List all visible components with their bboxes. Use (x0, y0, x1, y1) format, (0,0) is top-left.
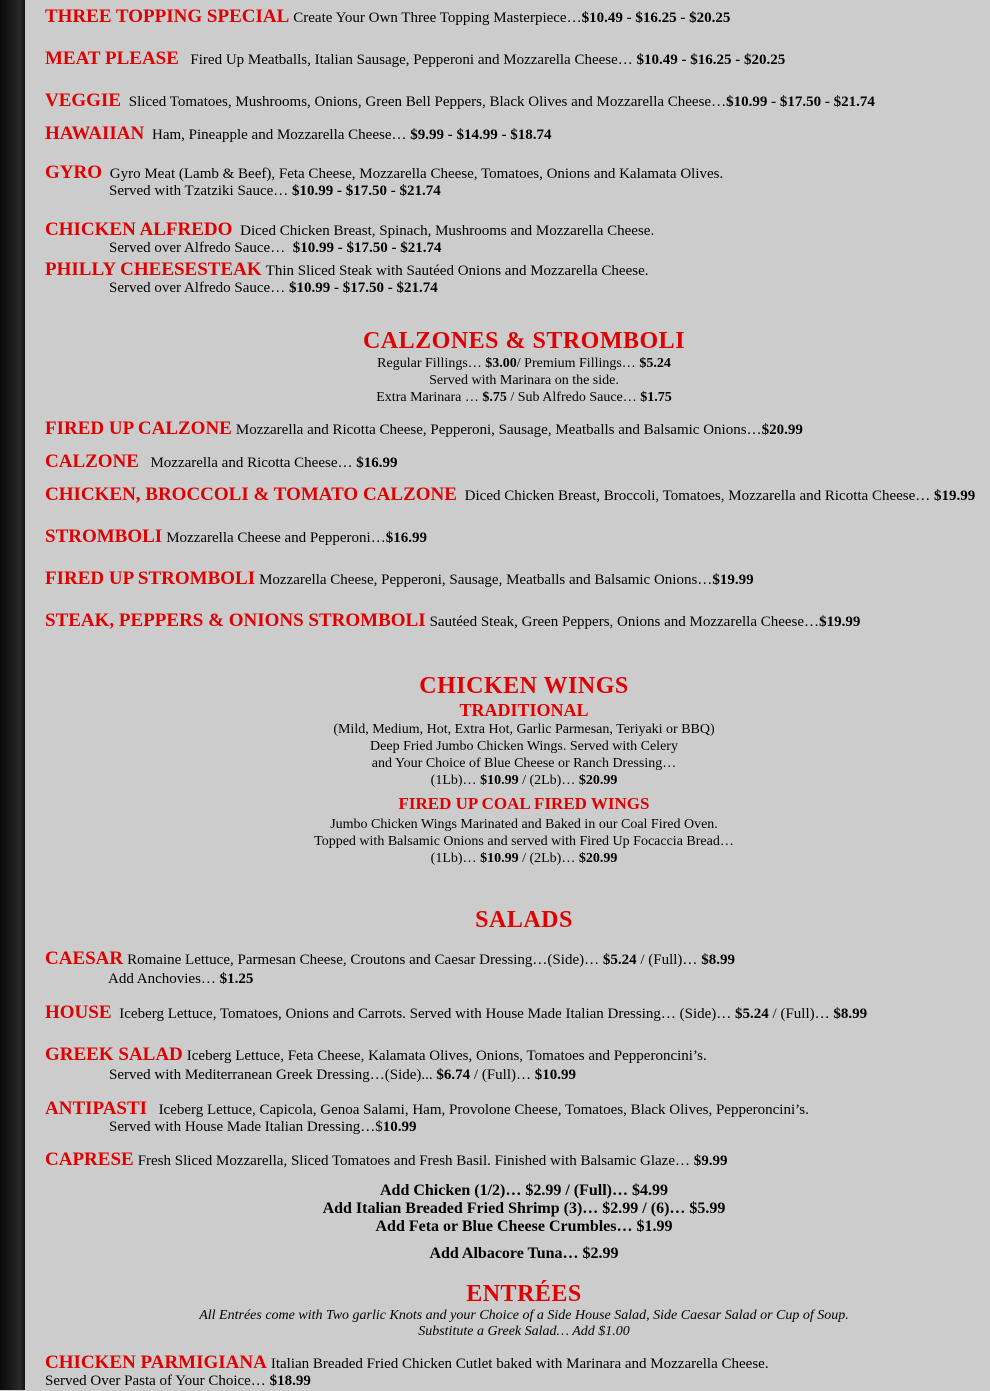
item-price: $1.25 (219, 971, 254, 987)
item-desc: Diced Chicken Breast, Spinach, Mushrooms and Mozzarella Cheese. (240, 223, 655, 239)
line2-text: Add Anchovies… (108, 971, 220, 987)
item-price: $16.99 (356, 455, 398, 471)
line2-text: Served with Mediterranean Greek Dressing…(Side)... (109, 1067, 437, 1083)
item-name: FIRED UP CALZONE (45, 418, 232, 439)
item-name: THREE TOPPING SPECIAL (45, 6, 290, 27)
item-name: STROMBOLI (45, 526, 163, 547)
item-name: HAWAIIAN (45, 123, 145, 144)
menu-item (45, 260, 648, 281)
note-price: $.75 (482, 390, 507, 405)
item-price: $10.49 - $16.25 - $20.25 (636, 52, 786, 68)
item-desc: Mozzarella and Ricotta Cheese, Pepperoni, Sausage, Meatballs and Balsamic Onions… (235, 422, 762, 438)
item-price: $18.99 (269, 1373, 311, 1389)
item-desc: / (Full)… (768, 1006, 834, 1022)
item-desc: / (Full)… (636, 952, 702, 968)
item-line2 (109, 1118, 416, 1137)
menu-item (45, 1099, 809, 1120)
item-desc: Thin Sliced Steak with Sautéed Onions and Mozzarella Cheese. (265, 263, 649, 279)
section-title-salads: SALADS (475, 907, 573, 933)
menu-item (45, 163, 723, 184)
salad-addon: Add Chicken (1/2)… $2.99 / (Full)… $4.99 (379, 1182, 668, 1199)
item-price: $5.24 (602, 952, 637, 968)
menu-item (45, 452, 397, 473)
note-text: Regular Fillings… (377, 356, 486, 371)
calzone-note-sauce (45, 389, 990, 406)
item-price: $9.99 - $14.99 - $18.74 (410, 127, 552, 143)
item-desc: Sautéed Steak, Green Peppers, Onions and Mozzarella Cheese… (429, 614, 820, 630)
coal-wings-price (45, 850, 990, 867)
item-desc: Mozzarella and Ricotta Cheese… (150, 455, 353, 471)
menu-item (45, 7, 730, 28)
item-line2 (45, 1372, 311, 1391)
entrees-note: All Entrées come with Two garlic Knots and your Choice of a Side House Salad, Side Caesar Salad or Cup of Soup. (199, 1308, 849, 1323)
item-name: CAESAR (45, 948, 124, 969)
item-price: $10.99 (534, 1067, 576, 1083)
wings-desc: Deep Fried Jumbo Chicken Wings. Served with Celery (370, 739, 678, 754)
note-text: / Premium Fillings… (516, 356, 640, 371)
item-desc: Fired Up Meatballs, Italian Sausage, Pepperoni and Mozzarella Cheese… (190, 52, 633, 68)
item-name: ANTIPASTI (45, 1098, 148, 1119)
wings-sauces: (Mild, Medium, Hot, Extra Hot, Garlic Parmesan, Teriyaki or BBQ) (333, 722, 715, 737)
coal-wings-desc: Topped with Balsamic Onions and served with Fired Up Focaccia Bread… (314, 834, 734, 849)
item-desc: Mozzarella Cheese and Pepperoni… (166, 530, 386, 546)
item-line2 (109, 1066, 576, 1085)
wings-desc: and Your Choice of Blue Cheese or Ranch Dressing… (371, 756, 677, 771)
menu-item (45, 1150, 728, 1171)
item-line2 (109, 182, 441, 201)
note-text: / Sub Alfredo Sauce… (506, 390, 641, 405)
item-name: FIRED UP STROMBOLI (45, 568, 256, 589)
item-price: $20.99 (761, 422, 803, 438)
item-price: $19.99 (712, 572, 754, 588)
line2-text: Served with House Made Italian Dressing…$ (109, 1119, 383, 1135)
calzone-note-fillings (45, 355, 990, 372)
line2-text: Served over Alfredo Sauce… (109, 240, 286, 256)
price-label: (1Lb)… (430, 773, 481, 788)
line2-text: Served over Alfredo Sauce… (109, 280, 286, 296)
item-line2 (109, 239, 441, 258)
menu-item (45, 569, 754, 590)
menu-item (45, 124, 552, 145)
item-desc: Fresh Sliced Mozzarella, Sliced Tomatoes and Fresh Basil. Finished with Balsamic Glaze… (137, 1153, 694, 1169)
item-price: $8.99 (701, 952, 735, 968)
salad-addon: Add Italian Breaded Fried Shrimp (3)… $2.99 / (6)… $5.99 (322, 1200, 726, 1217)
subsection-title-traditional: TRADITIONAL (459, 700, 589, 720)
note-price: $1.75 (640, 390, 672, 405)
menu-item (45, 419, 803, 440)
item-name: CAPRESE (45, 1149, 134, 1170)
item-price: $5.24 (735, 1006, 769, 1022)
item-name: CALZONE (45, 451, 139, 472)
item-price: $10.99 - $17.50 - $21.74 (292, 183, 441, 199)
item-desc: Sliced Tomatoes, Mushrooms, Onions, Green Bell Peppers, Black Olives and Mozzarella Cheese… (128, 94, 727, 110)
item-name: CHICKEN ALFREDO (45, 219, 233, 240)
item-name: CHICKEN, BROCCOLI & TOMATO CALZONE (45, 484, 457, 505)
left-dark-border (0, 0, 25, 1390)
menu-item (45, 1353, 769, 1374)
item-desc: Create Your Own Three Topping Masterpiece… (293, 10, 582, 26)
item-name: CHICKEN PARMIGIANA (45, 1352, 267, 1373)
item-name: GREEK SALAD (45, 1044, 183, 1065)
calzone-note-marinara: Served with Marinara on the side. (429, 373, 619, 388)
item-name: MEAT PLEASE (45, 48, 179, 69)
item-desc: / (Full)… (470, 1067, 535, 1083)
item-price: 10.99 (382, 1119, 417, 1135)
menu-item (45, 220, 654, 241)
item-desc: Iceberg Lettuce, Tomatoes, Onions and Carrots. Served with House Made Italian Dressing… (Side)… (119, 1006, 736, 1022)
coal-wings-desc: Jumbo Chicken Wings Marinated and Baked in our Coal Fired Oven. (330, 817, 718, 832)
menu-item (45, 1003, 867, 1024)
menu-item (45, 527, 427, 548)
menu-item (45, 1045, 707, 1066)
item-name: PHILLY CHEESESTEAK (45, 259, 262, 280)
menu-item (45, 49, 785, 70)
item-price: $10.99 - $17.50 - $21.74 (292, 240, 442, 256)
item-line2 (108, 970, 253, 989)
menu-item (45, 91, 875, 112)
item-desc: Romaine Lettuce, Parmesan Cheese, Croutons and Caesar Dressing…(Side)… (127, 952, 603, 968)
note-price: $3.00 (485, 356, 517, 371)
item-price: $10.99 - $17.50 - $21.74 (288, 280, 438, 296)
item-desc: Iceberg Lettuce, Capicola, Genoa Salami, Ham, Provolone Cheese, Tomatoes, Black Olives, Pepperoncini’s. (158, 1102, 809, 1118)
salad-addon: Add Albacore Tuna… $2.99 (429, 1245, 619, 1262)
section-title-wings: CHICKEN WINGS (419, 673, 629, 699)
line2-text: Served with Tzatziki Sauce… (109, 183, 289, 199)
item-name: GYRO (45, 162, 102, 183)
price-value: $20.99 (578, 851, 618, 866)
line2-text: Served Over Pasta of Your Choice… (45, 1373, 270, 1389)
wings-price (45, 772, 990, 789)
item-price: $10.99 - $17.50 - $21.74 (726, 94, 875, 110)
item-price: $19.99 (934, 488, 976, 504)
item-price: $9.99 (693, 1153, 728, 1169)
price-label: (1Lb)… (430, 851, 481, 866)
item-line2 (109, 279, 438, 298)
price-label: / (2Lb)… (518, 773, 579, 788)
price-value: $10.99 (480, 773, 519, 788)
subsection-title-coal-fired: FIRED UP COAL FIRED WINGS (398, 794, 650, 813)
item-desc: Gyro Meat (Lamb & Beef), Feta Cheese, Mozzarella Cheese, Tomatoes, Onions and Kalamata Olives. (109, 166, 724, 182)
section-title-entrees: ENTRÉES (466, 1281, 582, 1307)
item-price: $6.74 (436, 1067, 471, 1083)
item-price: $8.99 (833, 1006, 868, 1022)
item-name: STEAK, PEPPERS & ONIONS STROMBOLI (45, 610, 426, 631)
item-desc: Iceberg Lettuce, Feta Cheese, Kalamata Olives, Onions, Tomatoes and Pepperoncini’s. (186, 1048, 707, 1064)
price-value: $20.99 (578, 773, 618, 788)
item-desc: Italian Breaded Fried Chicken Cutlet baked with Marinara and Mozzarella Cheese. (270, 1356, 769, 1372)
menu-item (45, 949, 735, 970)
menu-item (45, 485, 975, 506)
item-desc: Diced Chicken Breast, Broccoli, Tomatoes, Mozzarella and Ricotta Cheese… (464, 488, 931, 504)
note-price: $5.24 (639, 356, 671, 371)
item-name: HOUSE (45, 1002, 112, 1023)
item-price: $16.99 (385, 530, 427, 546)
entrees-note: Substitute a Greek Salad… Add $1.00 (418, 1324, 630, 1339)
menu-item (45, 611, 860, 632)
price-value: $10.99 (480, 851, 519, 866)
price-label: / (2Lb)… (518, 851, 579, 866)
salad-addon: Add Feta or Blue Cheese Crumbles… $1.99 (375, 1218, 673, 1235)
note-text: Extra Marinara … (376, 390, 483, 405)
section-title-calzones: CALZONES & STROMBOLI (362, 328, 686, 354)
item-name: VEGGIE (45, 90, 122, 111)
item-price: $10.49 - $16.25 - $20.25 (581, 10, 731, 26)
item-desc: Mozzarella Cheese, Pepperoni, Sausage, Meatballs and Balsamic Onions… (259, 572, 713, 588)
item-desc: Ham, Pineapple and Mozzarella Cheese… (152, 127, 407, 143)
item-price: $19.99 (819, 614, 861, 630)
